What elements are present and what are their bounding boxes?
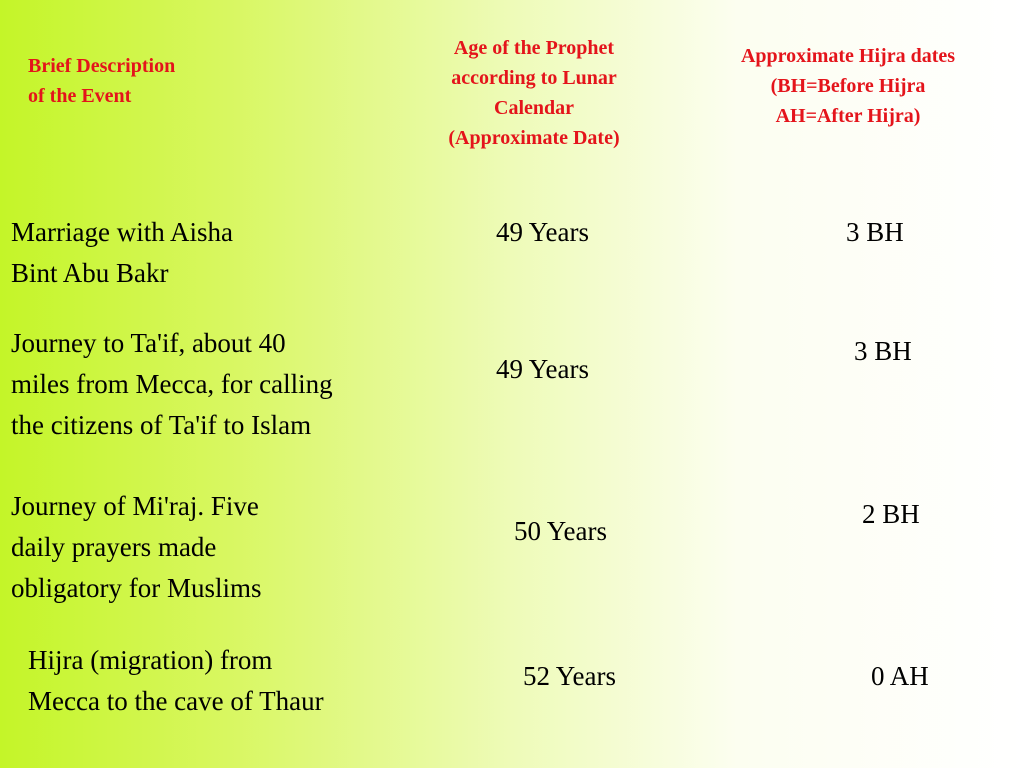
header-age-line-1: Age of the Prophet	[453, 37, 615, 59]
header-hijra-line-2: (BH=Before Hijra	[770, 75, 926, 97]
header-age-line-2: according to Lunar	[451, 67, 617, 89]
row-3-age: 50 Years	[514, 516, 608, 546]
header-description	[28, 51, 175, 111]
header-age	[404, 33, 664, 153]
row-1-age: 49 Years	[496, 217, 590, 247]
row-1-description-line-2: Bint Abu Bakr	[11, 258, 169, 288]
header-hijra-line-3: AH=After Hijra)	[775, 105, 921, 127]
header-hijra	[698, 41, 998, 131]
row-3-description-line-3: obligatory for Muslims	[11, 573, 262, 603]
row-3-description	[11, 486, 262, 609]
row-2-description-line-1: Journey to Ta'if, about 40	[11, 328, 286, 358]
row-4-description-line-1: Hijra (migration) from	[28, 645, 273, 675]
row-1-hijra: 3 BH	[846, 217, 904, 247]
header-age-line-4: (Approximate Date)	[448, 127, 620, 149]
row-4-description	[28, 640, 324, 722]
row-4-description-line-2: Mecca to the cave of Thaur	[28, 686, 324, 716]
row-2-description-line-2: miles from Mecca, for calling	[11, 369, 333, 399]
row-3-hijra: 2 BH	[862, 499, 920, 529]
row-2-age: 49 Years	[496, 354, 590, 384]
header-age-line-3: Calendar	[494, 97, 574, 119]
header-description-line-2: of the Event	[28, 85, 132, 107]
row-4-age: 52 Years	[523, 661, 617, 691]
row-3-description-line-2: daily prayers made	[11, 532, 217, 562]
row-1-description-line-1: Marriage with Aisha	[11, 217, 233, 247]
row-4-hijra: 0 AH	[871, 661, 929, 691]
row-3-description-line-1: Journey of Mi'raj. Five	[11, 491, 259, 521]
row-2-description-line-3: the citizens of Ta'if to Islam	[11, 410, 312, 440]
row-1-description	[11, 212, 233, 294]
row-2-description	[11, 323, 333, 446]
row-2-hijra: 3 BH	[854, 336, 912, 366]
header-hijra-line-1: Approximate Hijra dates	[740, 45, 956, 67]
header-description-line-1: Brief Description	[28, 55, 176, 77]
